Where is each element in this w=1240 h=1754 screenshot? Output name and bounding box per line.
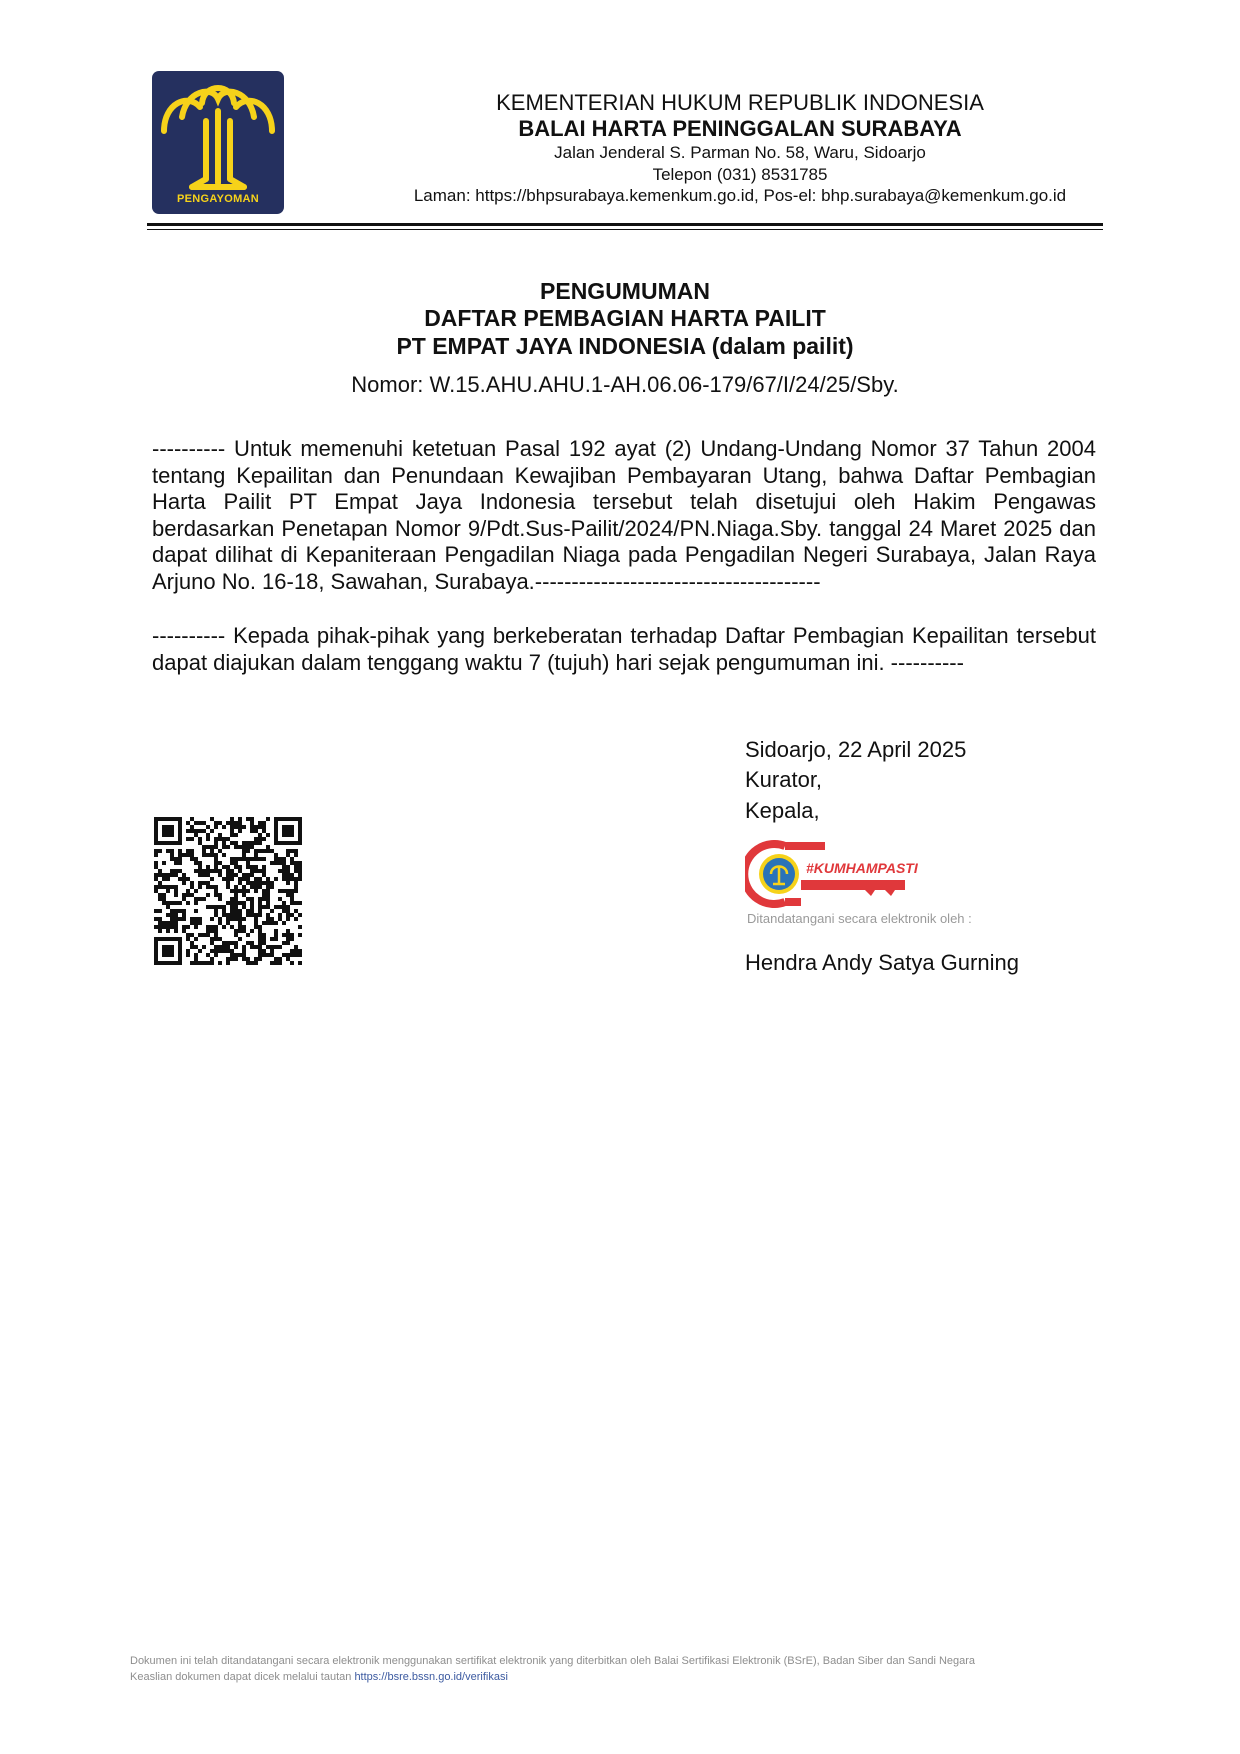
pengayoman-logo (152, 71, 284, 214)
footer-verification-text: Keaslian dokumen dapat dicek melalui tautan (130, 1671, 352, 1683)
verification-link[interactable]: https://bsre.bssn.go.id/verifikasi (354, 1671, 508, 1683)
signer-name: Hendra Andy Satya Gurning (745, 950, 1019, 975)
body-paragraph-1: ---------- Untuk memenuhi ketetuan Pasal 192 ayat (2) Undang-Undang Nomor 37 Tahun 2004 tentang Kepailitan dan Penundaan Kewajiban Pembayaran Utang, bahwa Daftar Pembagian Harta Pailit PT Empat Jaya Indonesia tersebut telah disetujui oleh Hakim Pengawas berdasarkan Penetapan Nomor 9/Pdt.Sus-Pailit/2024/PN.Niaga.Sby. tanggal 24 Maret 2025 dan dapat dilihat di Kepaniteraan Pengadilan Niaga pada Pengadilan Negeri Surabaya, Jalan Raya Arjuno No. 16-18, Sawahan, Surabaya.--------------------------------------- (152, 436, 1096, 594)
announcement-title: PENGUMUMAN (540, 278, 710, 304)
office-name: BALAI HARTA PENINGGALAN SURABAYA (518, 116, 962, 141)
body-paragraph-2: ---------- Kepada pihak-pihak yang berkeberatan terhadap Daftar Pembagian Kepailitan tersebut dapat diajukan dalam tenggang waktu 7 (tujuh) hari sejak pengumuman ini. ---------- (152, 623, 1096, 675)
seal-caption: Ditandatangani secara elektronik oleh : (747, 911, 972, 926)
kumhampasti-seal (745, 840, 918, 913)
qr-finder-pattern (274, 817, 302, 845)
office-web-email: Laman: https://bhpsurabaya.kemenkum.go.id, Pos-el: bhp.surabaya@kemenkum.go.id (413, 186, 1067, 205)
footer-bsre-note: Dokumen ini telah ditandatangani secara elektronik menggunakan sertifikat elektronik yang diterbitkan oleh Balai Sertifikasi Elektronik (BSrE), Badan Siber dan Sandi Negara (130, 1655, 976, 1667)
role-head: Kepala, (745, 798, 820, 823)
header-rule-thin (147, 229, 1103, 230)
company-name: PT EMPAT JAYA INDONESIA (dalam pailit) (396, 333, 854, 359)
announcement-subtitle: DAFTAR PEMBAGIAN HARTA PAILIT (424, 305, 826, 331)
ministry-name: KEMENTERIAN HUKUM REPUBLIK INDONESIA (496, 90, 984, 115)
qr-code-graphic (154, 817, 306, 969)
footer-verification (130, 1671, 1110, 1683)
qr-finder-pattern (154, 817, 182, 845)
office-phone: Telepon (031) 8531785 (652, 165, 828, 184)
qr-code (154, 817, 306, 974)
logo-text: PENGAYOMAN (176, 193, 260, 205)
qr-finder-pattern (154, 937, 182, 965)
role-curator: Kurator, (745, 767, 823, 792)
office-address: Jalan Jenderal S. Parman No. 58, Waru, Sidoarjo (554, 143, 926, 162)
seal-hashtag: #KUMHAMPASTI (806, 860, 918, 876)
document-number: Nomor: W.15.AHU.AHU.1-AH.06.06-179/67/I/24/25/Sby. (351, 372, 899, 397)
header-rule-thick (147, 223, 1103, 226)
place-date: Sidoarjo, 22 April 2025 (745, 737, 967, 762)
